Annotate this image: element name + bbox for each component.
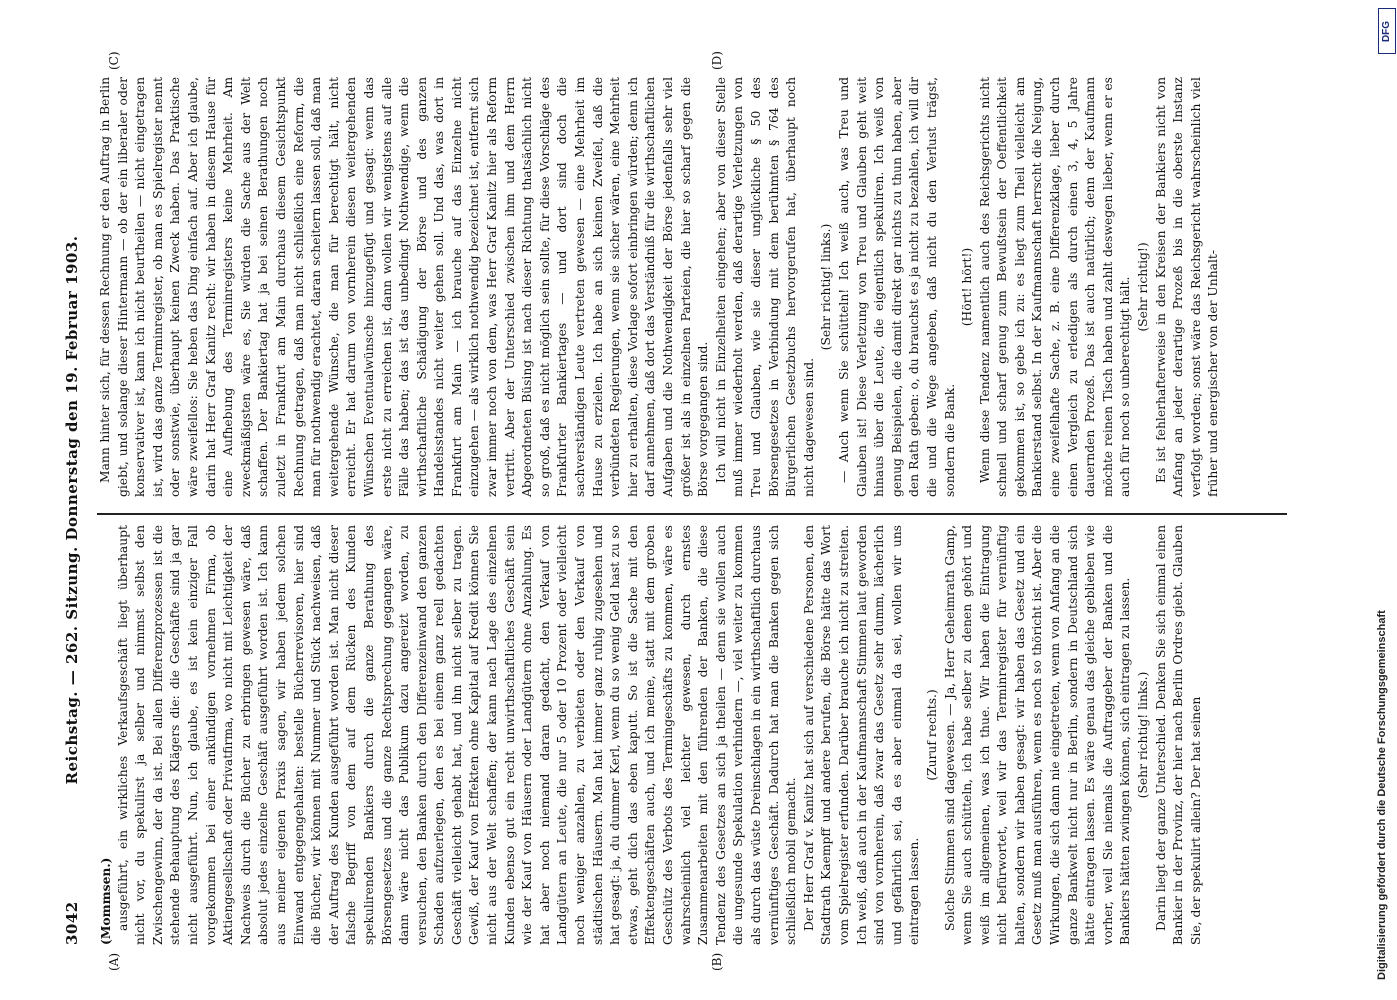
- paragraph: — Auch wenn Sie schütteln! Ich weiß auch, was Treu und Glauben ist! Diese Verletzung von Treu und Glauben geht weit hinaus über die Leute, die eigentlich spekuliren. Ich weiß von genug Beispielen, die damit direkt gar nichts zu thun haben, aber den Rath geben: o, du brauchst es ja nicht zu bezahlen, ich will dir die und die Wege angeben, daß nicht du den Verlust trägst, sondern die Bank.: [836, 77, 957, 497]
- interjection: (Sehr richtig! links.): [1136, 671, 1151, 799]
- paragraph: Der Herr Graf v. Kanitz hat sich auf verschiedene Personen, den Stadtrath Kaempff und andere berufen, die Börse hätte das Wort vom Spielregister erfunden. Darüber brauche ich nicht zu streiten. Ich weiß, daß auch in der Kaufmannschaft Stimmen laut geworden sind von vornherein, daß zwar das Gesetz sehr dumm, lächerlich und gefährlich sei, da es aber einmal da sei, wollen wir uns eintragen lassen.: [801, 525, 922, 945]
- margin-mark-a: (A): [107, 952, 121, 971]
- dfg-logo: [1378, 8, 1396, 54]
- column-divider: [97, 514, 1287, 516]
- interjection: (Sehr richtig!): [1136, 242, 1151, 332]
- rotated-page-content: [45, 45, 1335, 985]
- margin-mark-b: (B): [710, 952, 724, 971]
- paragraph: Mann hinter sich, für dessen Rechnung er den Auftrag in Berlin giebt, und solange dieser Hintermann — ob der ein liberaler oder konservativer ist, kann ich nicht beurtheilen — nicht eingetragen ist, wird das ganze Terminregister, ob man es Spielregister nennt oder sonstwie, überhaupt keinen Zweck haben. Das Praktische wäre zweifellos: Sie heben das Ding einfach auf. Aber ich glaube, darin hat Herr Graf Kanitz recht: wir haben in diesem Hause für eine Aufhebung des Terminregisters keine Mehrheit. Am zweckmäßigsten wäre es, Sie würden die Sache aus der Welt schaffen. Der Bankiertag hat ja bei seinen Berathungen noch zuletzt in Frankfurt am Main durchaus diesem Gesichtspunkt Rechnung getragen, daß man nicht schließlich eine Reform, die man für nothwendig erachtet, daran scheitern lassen soll, daß man weitergehende Wünsche, die man für berechtigt hält, nicht erreicht. Er hat darum von vornherein diesen weitergehenden Wünschen Eventualwünsche hinzugefügt und gesagt: wenn das erste nicht zu erreichen ist, dann wollen wir wenigstens auf alle Fälle das haben; das ist das unbedingt Nothwendige, wenn die wirthschaftliche Schädigung der Börse und des ganzen Handelsstandes nicht weiter gehen soll. Und das, was dort in Frankfurt am Main — ich brauche auf das Einzelne nicht einzugehen — als wirklich nothwendig bezeichnet ist, entfernt sich zwar immer noch von dem, was Herr Graf Kanitz hier als Reform vertritt. Aber der Unterschied zwischen ihm und dem Herrn Abgeordneten Büsing ist nach dieser Richtung thatsächlich nicht so groß, daß es nicht möglich sein sollte, für diese Vorschläge des Frankfurter Bankiertages — und dort sind doch die sachverständigen Leute vertreten gewesen — eine Mehrheit im Hause zu erzielen. Ich habe an sich keinen Zweifel, daß die verbündeten Regierungen, wenn sie sicher wären, eine Mehrheit hier zu erhalten, diese Vorlage sofort einbringen würden; denn ich darf annehmen, daß dort das Verständniß für die wirthschaftlichen Aufgaben und die Nothwendigkeit der Börse jedenfalls sehr viel größer ist als in einzelnen Parteien, die hier so scharf gegen die Börse vorgegangen sind.: [98, 77, 711, 497]
- paragraph: Es ist fehlerhafterweise in den Kreisen der Bankiers nicht von Anfang an jeder derartige Prozeß bis in die oberste Instanz verfolgt worden; sonst wäre das Reichsgericht wahrscheinlich viel früher und energischer von der Unhalt-: [1153, 77, 1221, 497]
- right-column: [97, 77, 1223, 497]
- funding-note: Digitalisierung gefördert durch die Deutsche Forschungsgemeinschaft: [1376, 610, 1388, 980]
- page-number: 3042: [63, 901, 81, 945]
- page-title: Reichstag. — 262. Sitzung. Donnerstag den 19. Februar 1903.: [63, 235, 81, 785]
- dfg-logo-text: DFG: [1381, 20, 1393, 42]
- paragraph: Wenn diese Tendenz namentlich auch des Reichsgerichts nicht schnell und scharf genug zum Bewußtsein der Oeffentlichkeit gekommen ist, so gebe ich zu: es liegt zum Theil vielleicht am Bankierstand selbst. In der Kaufmannschaft herrscht die Neigung, eine zweifelhafte Sache, z. B. eine Differenzklage, lieber durch einen Vergleich zu erledigen als durch einen 3, 4, 5 Jahre dauernden Prozeß. Das ist auch natürlich; denn der Kaufmann möchte reinen Tisch haben und zahlt deswegen lieber, wenn er es auch für noch so unberechtigt hält.: [977, 77, 1133, 497]
- margin-mark-c: (C): [107, 51, 121, 70]
- speaker-name: (Mommsen.): [98, 857, 113, 945]
- paragraph: Solche Stimmen sind dagewesen. — Ja, Herr Geheimrath Gamp, wenn Sie auch schütteln, ich habe selber zu denen gehört und weiß im allgemeinen, was ich thue. Wir haben die Eintragung nicht befürwortet, weil wir das Terminregister für vernünftig halten, sondern wir haben gesagt: wir haben das Gesetz und ein Gesetz muß man ausführen, wenn es noch so thöricht ist. Aber die Wirkungen, die sich dann nie eingetreten, wenn von Anfang an die ganze Bankwelt nicht nur in Berlin, sondern in Deutschland sich hätte eintragen lassen. Es wäre genau das gleiche geblieben wie vorher, weil Sie niemals die Auftraggeber der Banken und die Bankiers hätten zwingen können, sich eintragen zu lassen.: [942, 525, 1133, 945]
- left-column: [97, 525, 1205, 945]
- interjection: (Hört! hört!): [960, 247, 975, 327]
- interjection: (Sehr richtig! links.): [819, 223, 834, 351]
- interjection: (Zuruf rechts.): [924, 689, 939, 781]
- paragraph: ausgeführt, ein wirkliches Verkaufsgeschäft liegt überhaupt nicht vor, du spekulirst ja selber und nimmst selbst den Zwischengewinn, der da ist. Bei allen Differenzprozessen ist die stehende Behauptung des Klägers die: die Geschäfte sind ja gar nicht ausgeführt. Nun, ich glaube, es ist kein einziger Fall vorgekommen bei einer ankündigen vornehmen Firma, ob Aktiengesellschaft oder Privatfirma, wo nicht mit Leichtigkeit der Nachweis durch die Bücher zu erbringen gewesen wäre, daß absolut jedes einzelne Geschäft ausgeführt worden ist. Ich kann aus meiner eigenen Praxis sagen, wir haben jedem solchen Einwand entgegengehalten: bestelle Bücherrevisoren, hier sind die Bücher, wir können mit Nummer und Stück nachweisen, daß der Auftrag des Kunden ausgeführt worden ist. Man nicht dieser falsche Begriff von dem auf dem Rücken des Kunden spekulirenden Bankiers durch die ganze Berathung des Börsengesetzes und die ganze Rechtsprechung gegangen wäre, dann wäre nicht das Publikum dazu angereizt worden, zu versuchen, den Banken durch den Differenzeinwand den ganzen Schaden aufzuerlegen, den es bei einem ganz reell gedachten Geschäft vielleicht gehabt hat, und ihn nicht selber zu tragen. Gewiß, der Kauf von Effekten ohne Kapital auf Kredit können Sie nicht aus der Welt schaffen; der kann nach Lage des einzelnen Kunden ebenso gut ein recht unwirthschaftliches Geschäft sein wie der Kauf von Häusern oder Landgütern ohne Anzahlung. Es hat aber noch niemand daran gedacht, den Verkauf von Landgütern an Leute, die nur 5 oder 10 Prozent oder vielleicht noch weniger anzahlen, zu verbieten oder den Verkauf von städtischen Häusern. Man hat immer ganz ruhig zugesehen und hat gesagt: ja, du dummer Kerl, wenn du so wenig Geld hast zu so etwas, geht dich das eben kaputt. So ist die Sache mit den Effektengeschäften auch, und ich meine, statt mit dem groben Geschütz des Verbots des Termingeschäfts zu kommen, wäre es wahrscheinlich viel leichter gewesen, durch ernstes Zusammenarbeiten mit den führenden der Banken, die diese Tendenz des Gesetzes an sich ja theilen — denn sie wollen auch die ungesunde Spekulation verhindern —, viel weiter zu kommen als durch das wüste Dreinschlagen in ein wirthschaftlich durchaus vernünftiges Geschäft. Dadurch hat man die Banken gegen sich schließlich mobil gemacht.: [115, 525, 799, 945]
- paragraph: Ich will nicht in Einzelheiten eingehen; aber von dieser Stelle muß immer wiederholt werden, daß derartige Verletzungen von Treu und Glauben, wie sie dieser unglückliche § 50 des Börsengesetzes in Verbindung mit dem berühmten § 764 des Bürgerlichen Gesetzbuchs hervorgerufen hat, überhaupt noch nicht dagewesen sind.: [713, 77, 816, 497]
- page-header: [63, 75, 87, 945]
- paragraph: Darin liegt der ganze Unterschied. Denken Sie sich einmal einen Bankier in der Provinz, der hier nach Berlin Ordres giebt. Glauben Sie, der spekulirt allein? Der hat seinen: [1153, 525, 1203, 945]
- margin-mark-d: (D): [710, 51, 724, 70]
